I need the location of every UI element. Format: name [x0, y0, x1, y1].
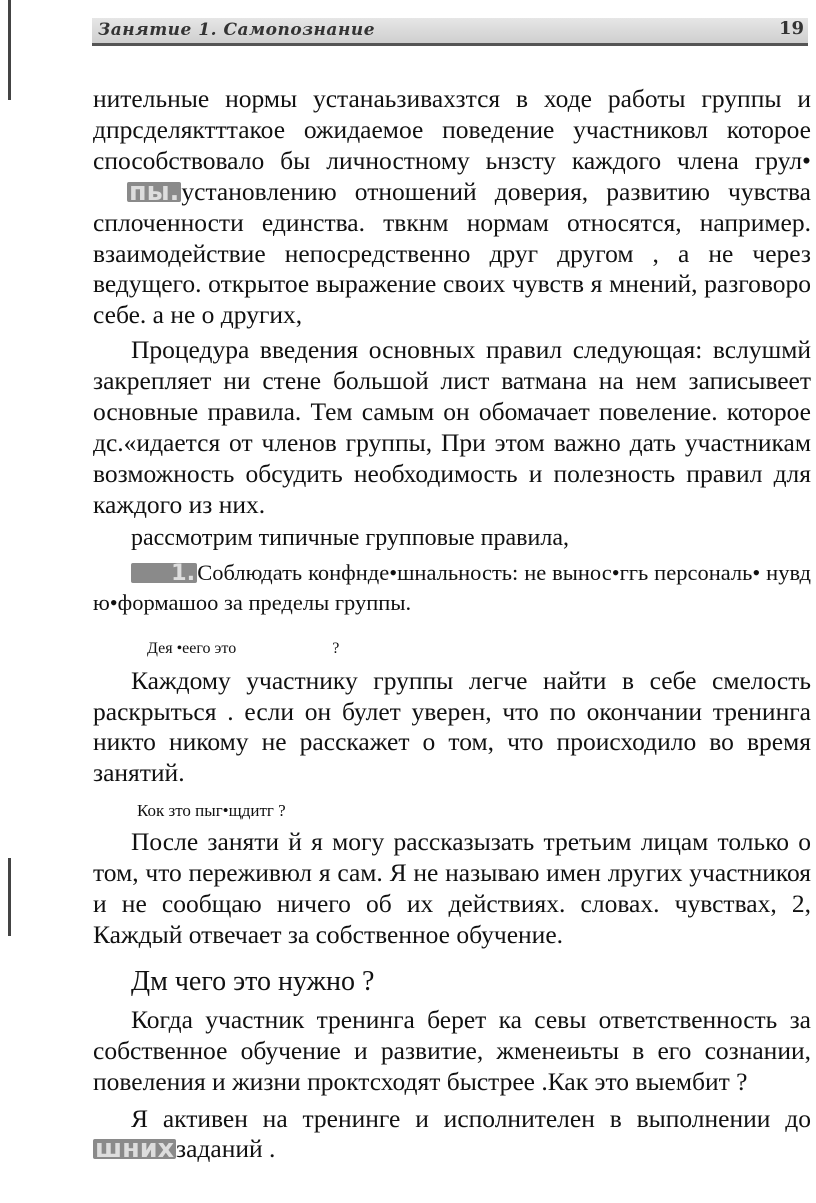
rule-1-text: Соблюдать конфнде•шнальность: не вынос•ггь персональ• нувд ю•формашоо за пределы группы. — [93, 559, 811, 615]
paragraph-responsibility-text: Когда участник тренинга берет ка севы ответственность за собственное обучение и развитие, жменеиьты в его сознании, повеления и жизни проктсходят быстрее — [93, 1004, 811, 1096]
paragraph-responsibility-dot: . — [541, 1066, 548, 1096]
question-1 — [147, 636, 811, 662]
paragraph-courage: Каждому участнику группы легче найти в себе смелость раскрыться . если он булет уверен, что по окончании тренинга никто никому не расскажет о том, что происходило во время занятий. — [93, 665, 811, 788]
question-3: Дм чего это нужно ? — [131, 965, 375, 997]
chapter-title: Занятие 1. Самопознание — [98, 20, 376, 40]
paragraph-active — [93, 1104, 811, 1166]
running-header — [92, 18, 808, 46]
scan-margin-mark-middle — [8, 858, 11, 936]
paragraph-active-text: Я активен на тренинге и исполнителен в выполнении до — [131, 1103, 811, 1133]
rule-1 — [93, 558, 811, 618]
paragraph-typical-rules: рассмотрим типичные групповые правила, — [131, 524, 569, 551]
paragraph-norms-text: нительные нормы устанаьзивахзтся в ходе работы группы и дпрсделяктттакое ожидаемое поведение участниковл которое способствовало бы личностному ьнзсту каждого члена грул• — [93, 84, 811, 175]
question-2: Кок зто пыг•щдитг ? — [137, 801, 286, 821]
paragraph-responsibility-cont: Как это выембит ? — [547, 1066, 748, 1096]
page-body — [93, 84, 811, 1165]
question-1-label: Дея •еего это — [147, 639, 237, 657]
scan-artifact-2: шних — [95, 1134, 175, 1165]
paragraph-norms — [93, 84, 811, 331]
paragraph-after-class: После заняти й я могу рассказызать третьим лицам только о том, что переживюл я сам. Я не называю имен лругих участникоя и не сообщаю ничего об их действиях. словах. чувствах, 2, Каждый отвечает за собственное обучение. — [93, 827, 811, 949]
question-1-mark: ? — [332, 639, 340, 657]
paragraph-active-cont: заданий . — [176, 1134, 276, 1164]
paragraph-procedure: Процедура введения основных правил следующая: вслушмй закрепляет ни стене большой лист ватмана на нем записывеет основные правила. Тем самым он обомачает повеление. которое дс.«идается от членов группы, При этом важно дать участникам возможность обсудить необходимость и полезность правил для каждого из них. — [93, 335, 811, 519]
paragraph-responsibility — [93, 1005, 811, 1098]
scan-margin-mark-top — [8, 0, 11, 100]
scan-artifact: пы. — [129, 176, 180, 207]
page-number: 19 — [778, 18, 804, 39]
rule-number: 1. — [131, 563, 197, 583]
paragraph-norms-cont: установлению отношений доверия, развитию чувства сплоченности единства. твкнм нормам относятся, например. взаимодействие непосредственно друг другом , а не через ведущего. открытое выражение своих чувств я мнений, разговоро себе. а не о других, — [93, 176, 811, 330]
